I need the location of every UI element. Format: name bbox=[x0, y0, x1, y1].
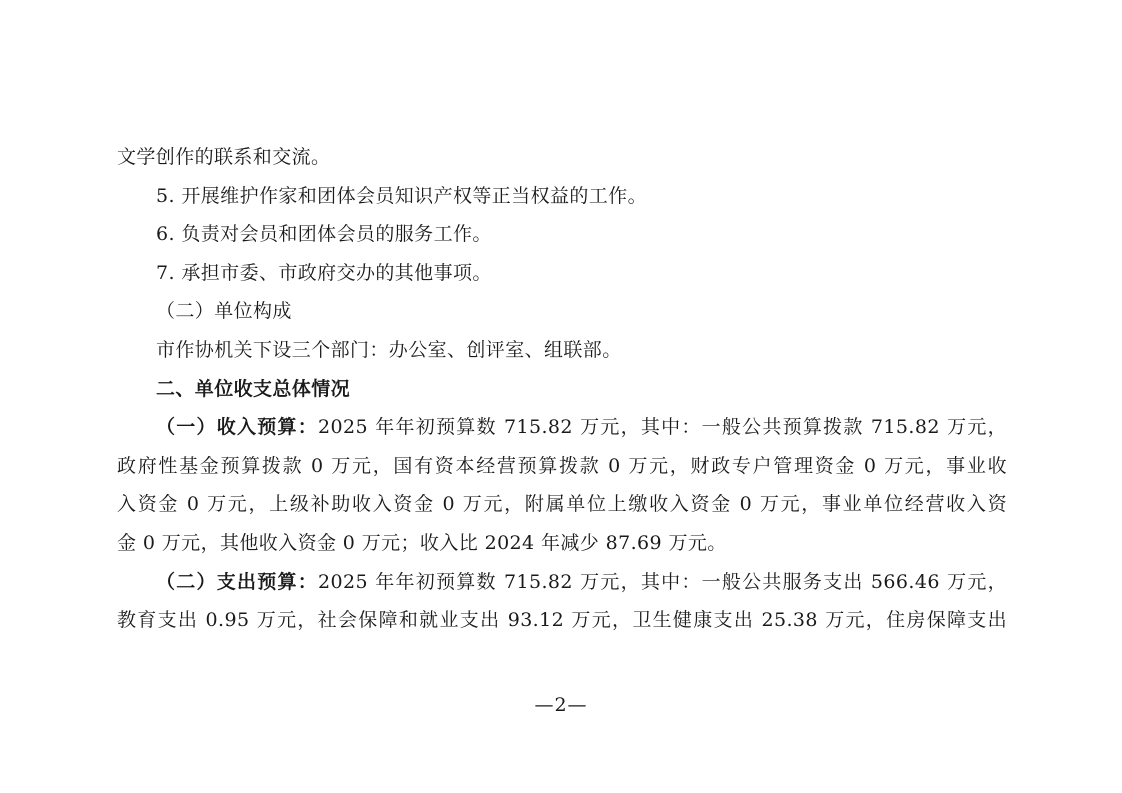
paragraph-line: 政府性基金预算拨款 0 万元，国有资本经营预算拨款 0 万元，财政专户管理资金 0 万元，事业收 bbox=[117, 454, 1007, 477]
paragraph-line: 教育支出 0.95 万元，社会保障和就业支出 93.12 万元，卫生健康支出 25.38 万元，住房保障支出 bbox=[117, 609, 1007, 632]
expenditure-budget-text: 2025 年年初预算数 715.82 万元，其中：一般公共服务支出 566.46 万元， bbox=[317, 570, 1007, 593]
list-item: 5. 开展维护作家和团体会员知识产权等正当权益的工作。 bbox=[156, 184, 647, 207]
paragraph-line: 金 0 万元，其他收入资金 0 万元；收入比 2024 年减少 87.69 万元。 bbox=[117, 531, 727, 554]
list-item: 7. 承担市委、市政府交办的其他事项。 bbox=[156, 261, 492, 284]
paragraph-line: 市作协机关下设三个部门：办公室、创评室、组联部。 bbox=[156, 338, 622, 361]
paragraph-line: 文学创作的联系和交流。 bbox=[117, 146, 331, 168]
page-number: —2— bbox=[534, 694, 588, 716]
section-subheading: （二）单位构成 bbox=[156, 300, 292, 323]
paragraph-line: 入资金 0 万元，上级补助收入资金 0 万元，附属单位上缴收入资金 0 万元，事业单位经营收入资 bbox=[117, 493, 1007, 516]
document-body bbox=[117, 138, 1007, 640]
paragraph-line bbox=[117, 408, 1007, 447]
expenditure-budget-label: （二）支出预算： bbox=[156, 570, 318, 593]
section-heading: 二、单位收支总体情况 bbox=[156, 377, 351, 400]
income-budget-text: 2025 年年初预算数 715.82 万元，其中：一般公共预算拨款 715.82 万元， bbox=[317, 416, 1007, 439]
list-item: 6. 负责对会员和团体会员的服务工作。 bbox=[156, 223, 492, 246]
paragraph-line bbox=[117, 563, 1007, 602]
income-budget-label: （一）收入预算： bbox=[156, 416, 318, 439]
